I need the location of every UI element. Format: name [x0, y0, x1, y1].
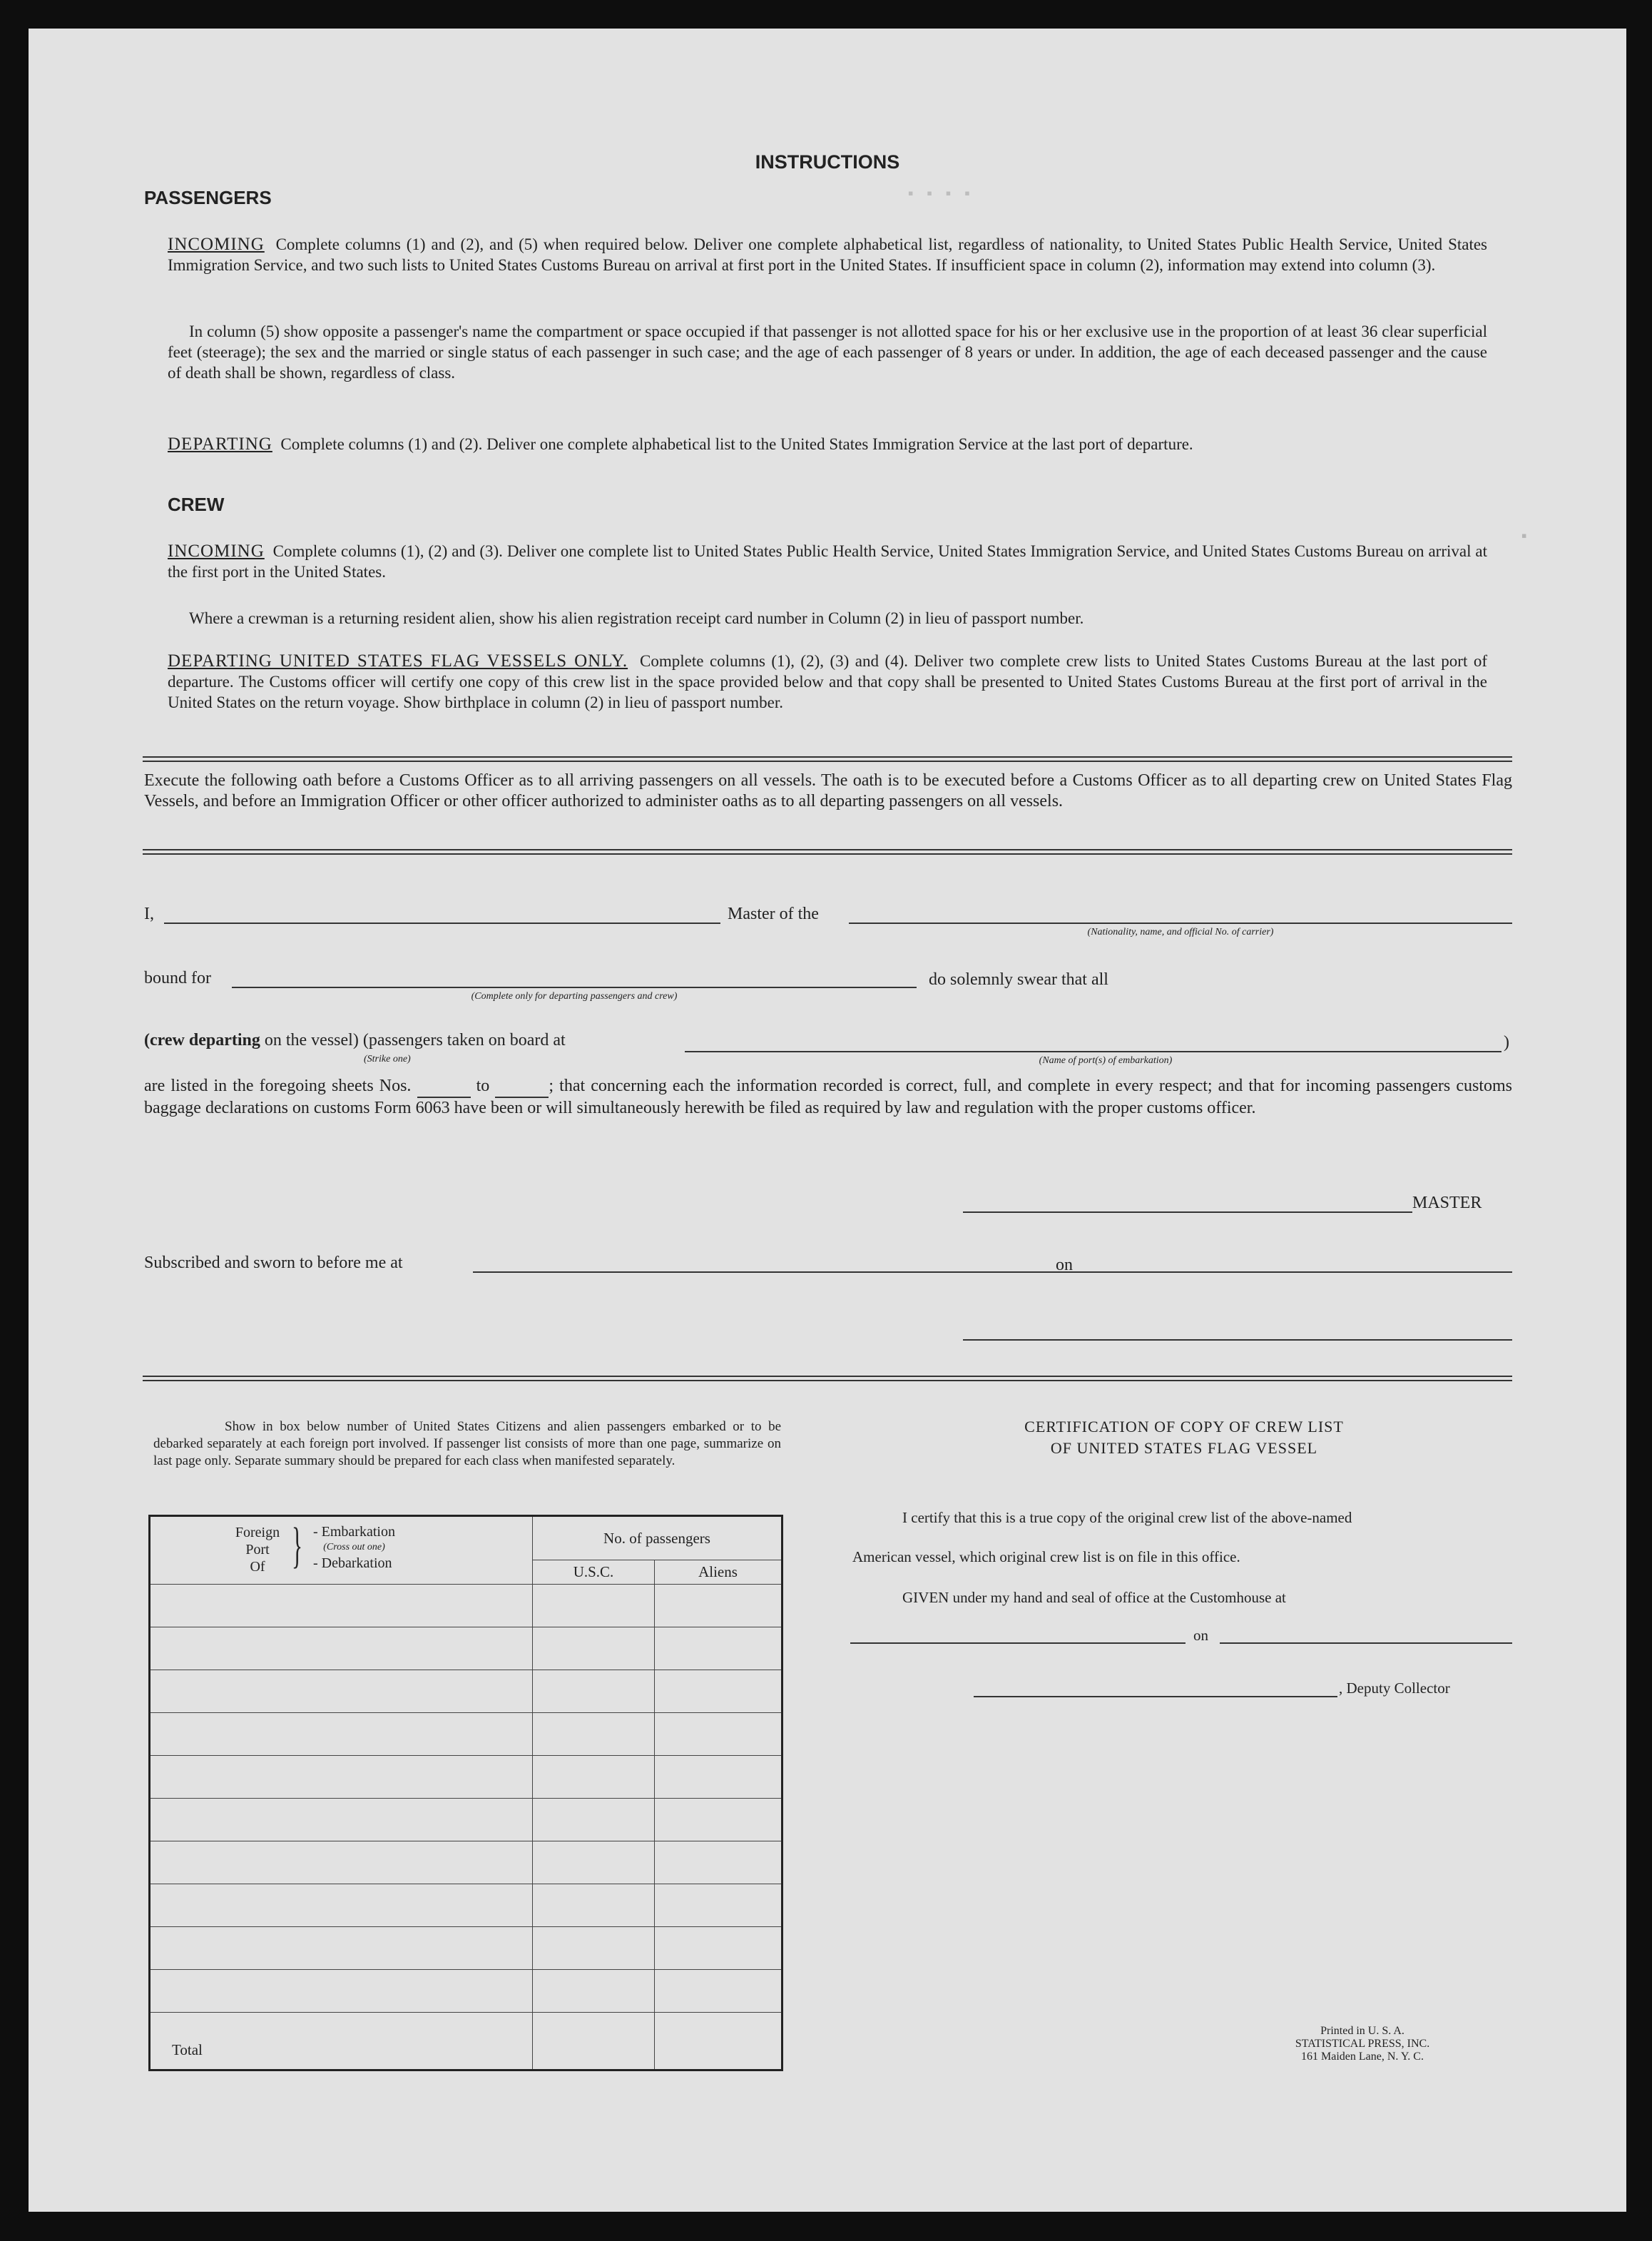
table-row[interactable]	[150, 1841, 533, 1884]
table-row[interactable]	[150, 1670, 533, 1713]
complete-only-caption: (Complete only for departing passengers and crew)	[471, 991, 678, 1002]
cert-date-field[interactable]	[1220, 1642, 1512, 1644]
of-label: Of	[250, 1559, 265, 1575]
listed-text-b: ; that concerning each the information recorded is correct, full, and complete in every respect; and that for incoming passengers customs baggage declarations on customs Form 6063 have been or will simultaneously herewith be filed as required by law and regulation with the proper customs officer.	[144, 1077, 1513, 1117]
brace-glyph: }	[292, 1518, 303, 1573]
crew-incoming-text: Complete columns (1), (2) and (3). Deliver one complete list to United States Public Health Service, United States Immigration Service, and United States Customs Bureau on arrival at the first port in the United States.	[168, 542, 1488, 581]
usc-cell[interactable]	[533, 1927, 655, 1970]
bound-for-field[interactable]	[232, 987, 917, 988]
aliens-cell[interactable]	[655, 1713, 782, 1756]
certify-text: I certify that this is a true copy of the original crew list of the above-named	[902, 1509, 1352, 1526]
crew-departing-label: DEPARTING UNITED STATES FLAG VESSELS ONLY.	[168, 651, 628, 671]
sheet-from-field[interactable]	[417, 1076, 471, 1098]
printer-line-2: STATISTICAL PRESS, INC.	[1295, 2038, 1430, 2050]
close-paren: )	[1504, 1033, 1509, 1052]
master-signature-field[interactable]	[963, 1211, 1412, 1213]
passengers-departing-text: Complete columns (1) and (2). Deliver one complete alphabetical list to the United States Immigration Service at the last port of departure.	[280, 435, 1193, 453]
printer-line-3: 161 Maiden Lane, N. Y. C.	[1301, 2051, 1424, 2063]
master-label: MASTER	[1412, 1194, 1482, 1212]
strike-one-caption: (Strike one)	[364, 1054, 411, 1064]
crew-incoming-label: INCOMING	[168, 542, 265, 561]
usc-cell[interactable]	[533, 1884, 655, 1927]
crew-departing-paragraph	[168, 651, 1487, 713]
passengers-heading: PASSENGERS	[144, 187, 272, 208]
no-of-passengers-header: No. of passengers	[533, 1516, 782, 1560]
certification-title	[884, 1416, 1484, 1459]
name-of-ports-caption: (Name of port(s) of embarkation)	[1039, 1055, 1173, 1066]
passenger-summary-table	[148, 1515, 783, 2071]
form-page	[29, 29, 1626, 2212]
divider	[143, 1376, 1512, 1381]
table-row[interactable]	[150, 1884, 533, 1927]
crew-departing-label: (crew departing	[144, 1031, 260, 1050]
usc-cell[interactable]	[533, 1713, 655, 1756]
subscribed-place-field[interactable]	[473, 1271, 1086, 1273]
sheet-to-field[interactable]	[495, 1076, 549, 1098]
printer-line-1: Printed in U. S. A.	[1320, 2025, 1404, 2037]
passengers-incoming-label: INCOMING	[168, 235, 265, 254]
usc-cell[interactable]	[533, 1970, 655, 2013]
summary-note: Show in box below number of United States Citizens and alien passengers embarked or to be debarked separately at each foreign port involved. If passenger list consists of more than one page, summarize on last page only. Separate summary should be prepared for each class when manifested separately.	[153, 1419, 781, 1468]
subscribed-on-label: on	[1056, 1256, 1073, 1274]
port-label: Port	[245, 1542, 270, 1557]
aliens-cell[interactable]	[655, 1585, 782, 1627]
aliens-cell[interactable]	[655, 1841, 782, 1884]
listed-to-label: to	[476, 1077, 490, 1095]
port-header-cell	[150, 1516, 533, 1585]
listed-paragraph	[144, 1076, 1512, 1119]
usc-total-cell[interactable]	[533, 2013, 655, 2070]
bleed-through-mark: ▪ ▪ ▪ ▪	[906, 186, 972, 203]
master-of-label: Master of the	[728, 905, 819, 923]
passengers-column5-paragraph: In column (5) show opposite a passenger's name the compartment or space occupied if that passenger is not allotted space for his or her exclusive use in the proportion of at least 36 clear superficial feet (steerage); the sex and the married or single status of each passenger in such case; and the age of each passenger of 8 years or under. In addition, the age of each deceased passenger and the cause of death shall be shown, regardless of class.	[168, 322, 1487, 382]
oath-intro: Execute the following oath before a Customs Officer as to all arriving passengers on all vessels. The oath is to be executed before a Customs Officer as to all departing crew on United States Flag Vessels, and before an Immigration Officer or other officer authorized to administer oaths as to all departing passengers on all vessels.	[144, 771, 1512, 810]
printer-imprint	[1255, 2025, 1469, 2063]
usc-cell[interactable]	[533, 1627, 655, 1670]
aliens-cell[interactable]	[655, 1627, 782, 1670]
aliens-cell[interactable]	[655, 1970, 782, 2013]
subscribed-label: Subscribed and sworn to before me at	[144, 1254, 403, 1272]
table-row[interactable]	[150, 1756, 533, 1799]
master-name-field[interactable]	[164, 923, 720, 924]
given-text: GIVEN under my hand and seal of office at the Customhouse at	[902, 1589, 1286, 1606]
cross-out-label: (Cross out one)	[323, 1542, 385, 1553]
certification-title-1: CERTIFICATION OF COPY OF CREW LIST	[1024, 1418, 1344, 1435]
foreign-label: Foreign	[235, 1525, 280, 1540]
embark-debark-label	[313, 1524, 395, 1571]
ports-embarkation-field[interactable]	[685, 1051, 1501, 1052]
carrier-field[interactable]	[849, 923, 1512, 924]
on-vessel-label: on the vessel)	[264, 1031, 359, 1050]
table-row[interactable]	[150, 1927, 533, 1970]
american-vessel-text: American vessel, which original crew list is on file in this office.	[852, 1548, 1240, 1565]
do-solemnly-label: do solemnly swear that all	[929, 970, 1108, 989]
passengers-departing-label: DEPARTING	[168, 435, 272, 454]
usc-cell[interactable]	[533, 1756, 655, 1799]
aliens-cell[interactable]	[655, 1670, 782, 1713]
aliens-cell[interactable]	[655, 1927, 782, 1970]
total-label: Total	[150, 2013, 533, 2070]
bound-for-label: bound for	[144, 969, 211, 987]
aliens-cell[interactable]	[655, 1884, 782, 1927]
usc-header: U.S.C.	[533, 1560, 655, 1585]
crew-departing-text: Complete columns (1), (2), (3) and (4). Deliver two complete crew lists to United States Customs Bureau at the last port of departure. The Customs officer will certify one copy of this crew list in the space provided below and that copy shall be presented to United States Customs Bureau at the first port of arrival in the United States on the return voyage. Show birthplace in column (2) in lieu of passport number.	[168, 652, 1487, 711]
crew-incoming-paragraph	[168, 541, 1487, 582]
aliens-cell[interactable]	[655, 1756, 782, 1799]
table-row[interactable]	[150, 1799, 533, 1841]
passengers-taken-label: (passengers taken on board at	[362, 1031, 566, 1050]
cert-on-label: on	[1193, 1627, 1208, 1644]
passengers-incoming-text: Complete columns (1) and (2), and (5) when required below. Deliver one complete alphabetical list, regardless of nationality, to United States Public Health Service, United States Immigration Service, and two such lists to United States Customs Bureau on arrival at first port in the United States. If insufficient space in column (2), information may extend into column (3).	[168, 235, 1488, 274]
divider	[143, 849, 1512, 855]
crew-heading: CREW	[168, 494, 225, 515]
aliens-header: Aliens	[655, 1560, 782, 1585]
oath-i-label: I,	[144, 905, 154, 923]
crew-passengers-line	[144, 1031, 566, 1050]
passengers-incoming-paragraph	[168, 234, 1487, 275]
certification-title-2: OF UNITED STATES FLAG VESSEL	[1050, 1439, 1318, 1457]
deputy-signature-field[interactable]	[974, 1696, 1337, 1697]
embarkation-label: - Embarkation	[313, 1524, 395, 1540]
bleed-through-mark: ▪	[1519, 528, 1529, 546]
table-row[interactable]	[150, 1713, 533, 1756]
usc-cell[interactable]	[533, 1670, 655, 1713]
deputy-collector-label: , Deputy Collector	[1339, 1680, 1450, 1697]
instructions-title: INSTRUCTIONS	[755, 151, 900, 173]
aliens-cell[interactable]	[655, 1799, 782, 1841]
divider	[143, 756, 1512, 762]
table-row[interactable]	[150, 1585, 533, 1627]
usc-cell[interactable]	[533, 1799, 655, 1841]
subscribed-date-field[interactable]	[1077, 1271, 1512, 1273]
passengers-departing-paragraph	[168, 434, 1487, 454]
crew-resident-paragraph: Where a crewman is a returning resident alien, show his alien registration receipt card number in Column (2) in lieu of passport number.	[189, 609, 1084, 627]
table-row[interactable]	[150, 1627, 533, 1670]
debarkation-label: - Debarkation	[313, 1555, 392, 1571]
officer-signature-field[interactable]	[963, 1339, 1512, 1341]
customhouse-field[interactable]	[850, 1642, 1186, 1644]
table-row[interactable]	[150, 1970, 533, 2013]
usc-cell[interactable]	[533, 1841, 655, 1884]
aliens-total-cell[interactable]	[655, 2013, 782, 2070]
foreign-port-of-label	[222, 1524, 293, 1575]
nationality-caption: (Nationality, name, and official No. of carrier)	[1087, 927, 1274, 937]
listed-text-a: are listed in the foregoing sheets Nos.	[144, 1077, 412, 1095]
usc-cell[interactable]	[533, 1585, 655, 1627]
